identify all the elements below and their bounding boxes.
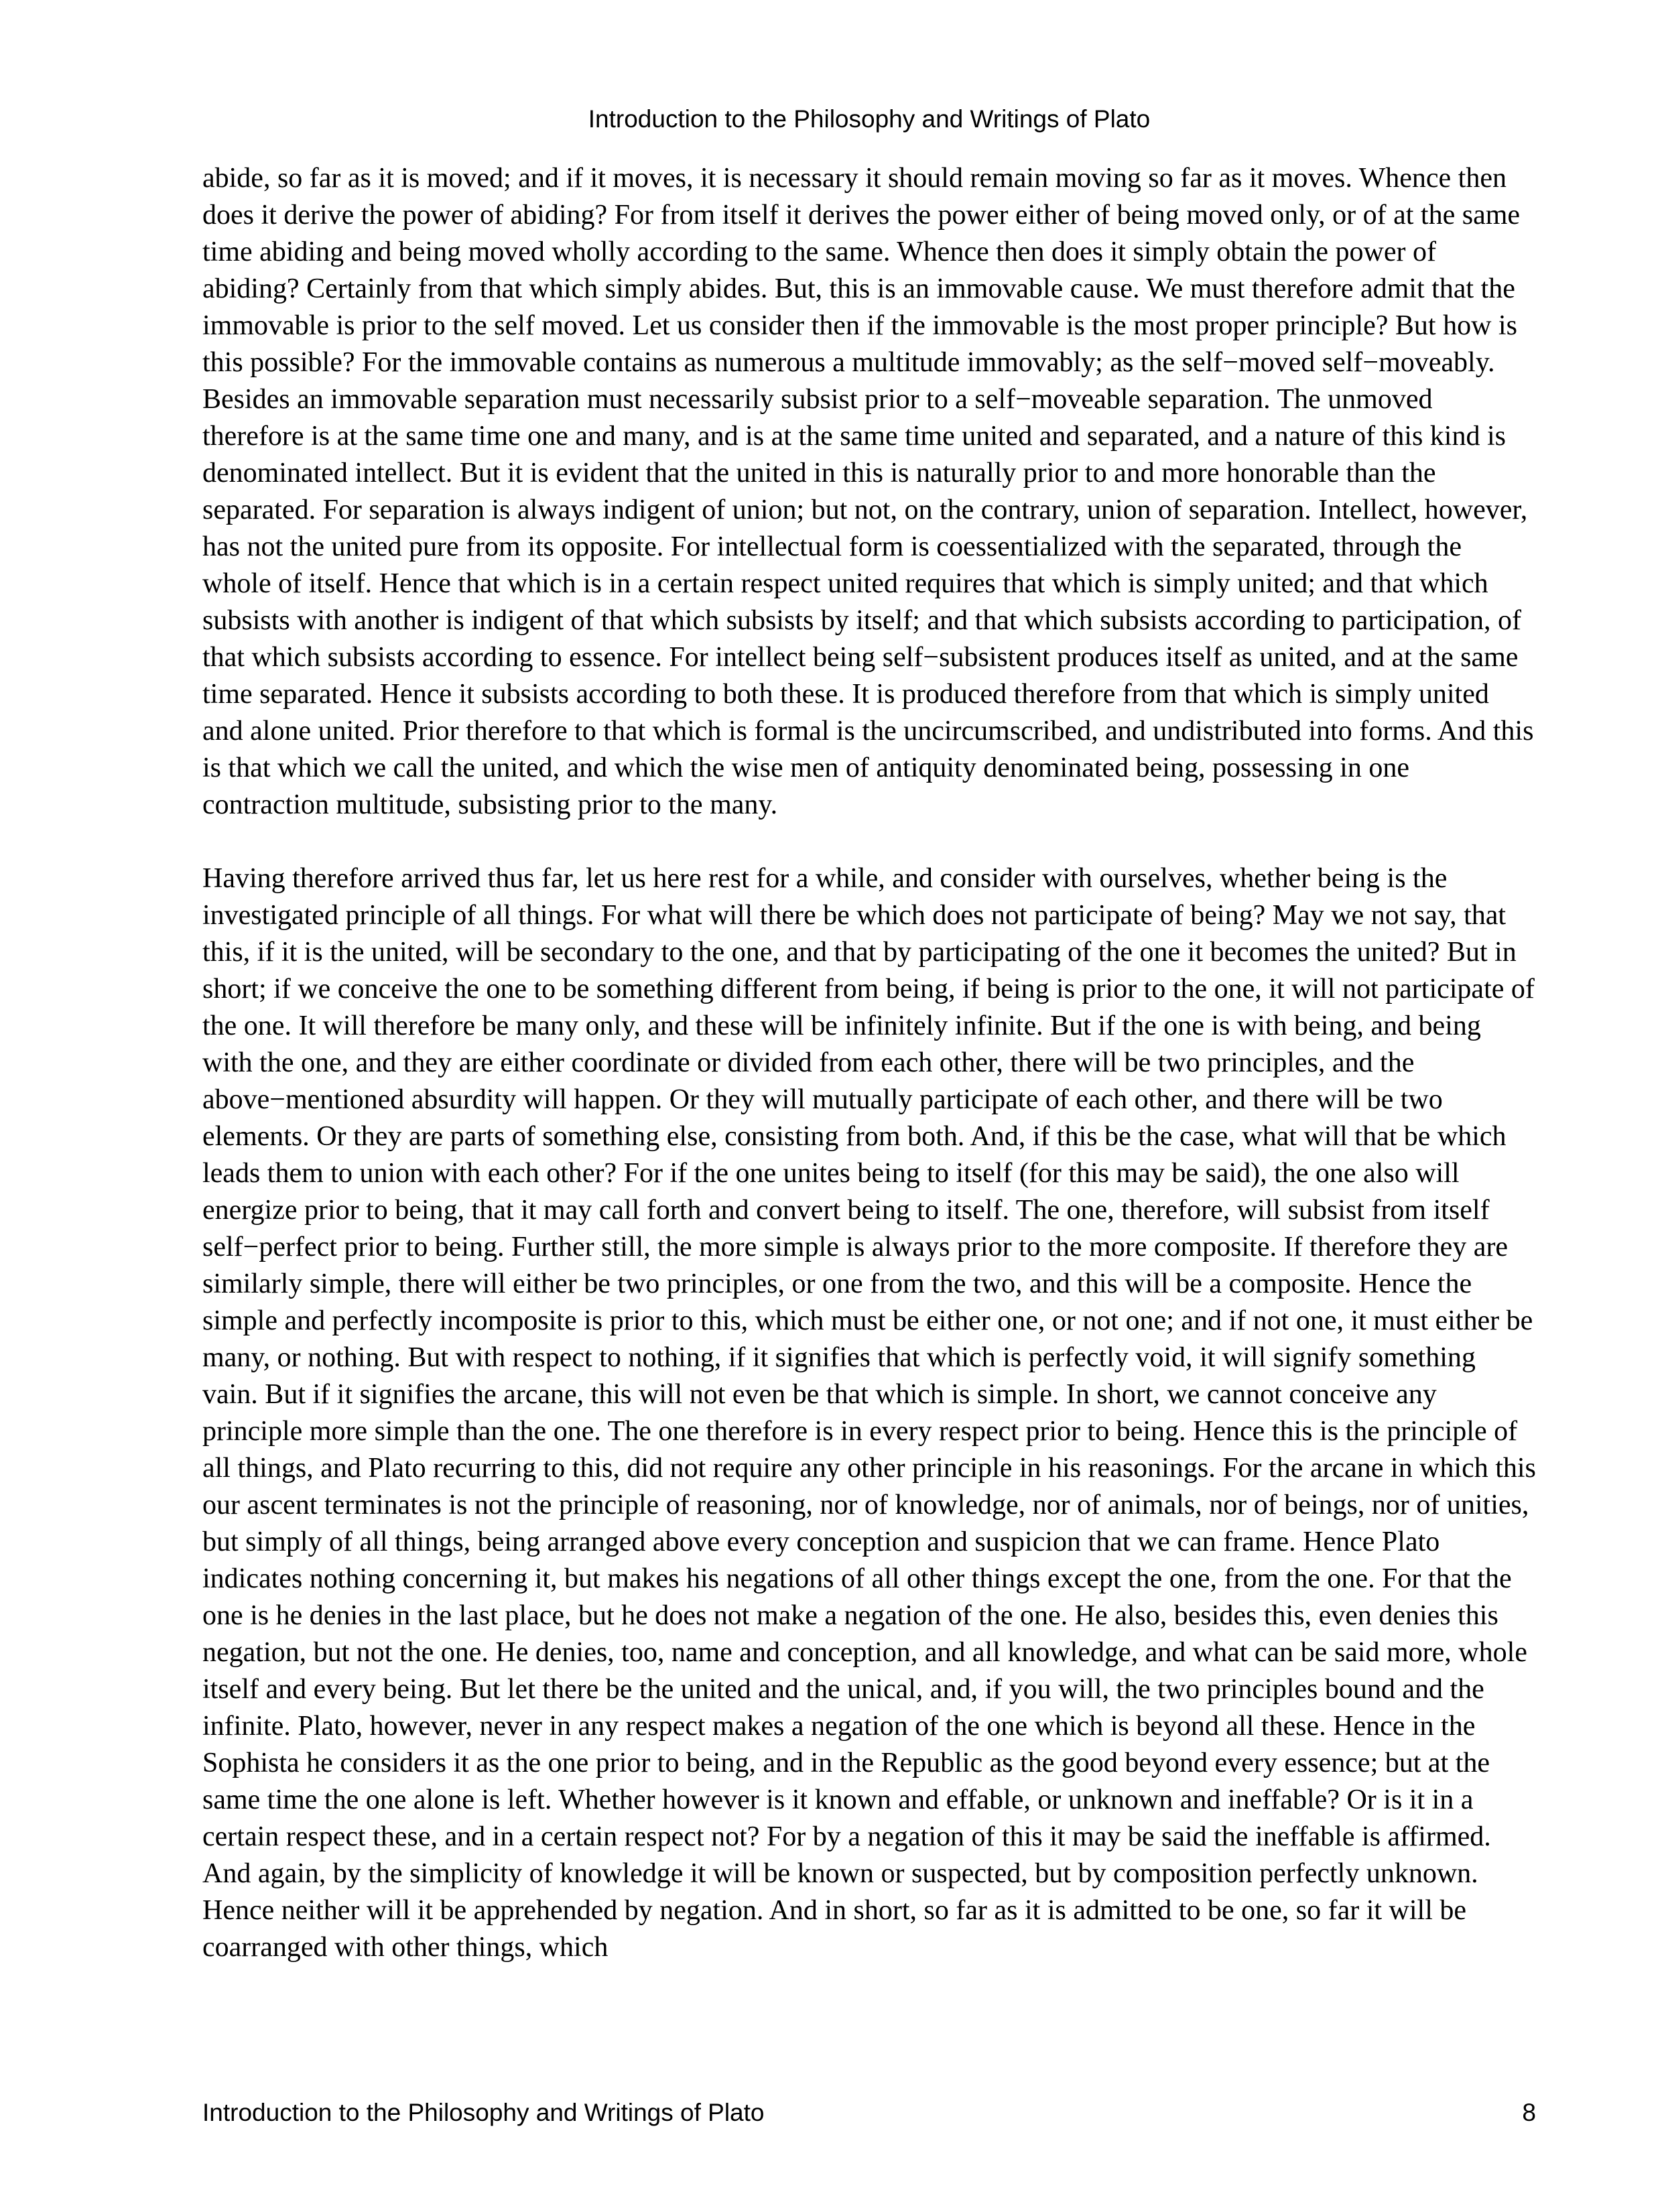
document-footer	[202, 2097, 1536, 2128]
page-number: 8	[1522, 2099, 1536, 2126]
body-paragraph: abide, so far as it is moved; and if it moves, it is necessary it should remain moving so far as it moves. Whence then does it derive the power of abiding? For from itself it derives the power either of being moved only, or of at the same time abiding and being moved wholly according to the same. Whence then does it simply obtain the power of abiding? Certainly from that which simply abides. But, this is an immovable cause. We must therefore admit that the immovable is prior to the self moved. Let us consider then if the immovable is the most proper principle? But how is this possible? For the immovable contains as numerous a multitude immovably; as the self−moved self−moveably. Besides an immovable separation must necessarily subsist prior to a self−moveable separation. The unmoved therefore is at the same time one and many, and is at the same time united and separated, and a nature of this kind is denominated intellect. But it is evident that the united in this is naturally prior to and more honorable than the separated. For separation is always indigent of union; but not, on the contrary, union of separation. Intellect, however, has not the united pure from its opposite. For intellectual form is coessentialized with the separated, through the whole of itself. Hence that which is in a certain respect united requires that which is simply united; and that which subsists with another is indigent of that which subsists by itself; and that which subsists according to participation, of that which subsists according to essence. For intellect being self−subsistent produces itself as united, and at the same time separated. Hence it subsists according to both these. It is produced therefore from that which is simply united and alone united. Prior therefore to that which is formal is the uncircumscribed, and undistributed into forms. And this is that which we call the united, and which the wise men of antiquity denominated being, possessing in one contraction multitude, subsisting prior to the many.	[202, 163, 1534, 820]
footer-title: Introduction to the Philosophy and Writings of Plato	[202, 2099, 765, 2126]
body-paragraph: Having therefore arrived thus far, let us here rest for a while, and consider with ourselves, whether being is the investigated principle of all things. For what will there be which does not participate of being? May we not say, that this, if it is the united, will be secondary to the one, and that by participating of the one it becomes the united? But in short; if we conceive the one to be something different from being, if being is prior to the one, it will not participate of the one. It will therefore be many only, and these will be infinitely infinite. But if the one is with being, and being with the one, and they are either coordinate or divided from each other, there will be two principles, and the above−mentioned absurdity will happen. Or they will mutually participate of each other, and there will be two elements. Or they are parts of something else, consisting from both. And, if this be the case, what will that be which leads them to union with each other? For if the one unites being to itself (for this may be said), the one also will energize prior to being, that it may call forth and convert being to itself. The one, therefore, will subsist from itself self−perfect prior to being. Further still, the more simple is always prior to the more composite. If therefore they are similarly simple, there will either be two principles, or one from the two, and this will be a composite. Hence the simple and perfectly incomposite is prior to this, which must be either one, or not one; and if not one, it must either be many, or nothing. But with respect to nothing, if it signifies that which is perfectly void, it will signify something vain. But if it signifies the arcane, this will not even be that which is simple. In short, we cannot conceive any principle more simple than the one. The one therefore is in every respect prior to being. Hence this is the principle of all things, and Plato recurring to this, did not require any other principle in his reasonings. For the arcane in which this our ascent terminates is not the principle of reasoning, nor of knowledge, nor of animals, nor of beings, nor of unities, but simply of all things, being arranged above every conception and suspicion that we can frame. Hence Plato indicates nothing concerning it, but makes his negations of all other things except the one, from the one. For that the one is he denies in the last place, but he does not make a negation of the one. He also, besides this, even denies this negation, but not the one. He denies, too, name and conception, and all knowledge, and what can be said more, whole itself and every being. But let there be the united and the unical, and, if you will, the two principles bound and the infinite. Plato, however, never in any respect makes a negation of the one which is beyond all these. Hence in the Sophista he considers it as the one prior to being, and in the Republic as the good beyond every essence; but at the same time the one alone is left. Whether however is it known and effable, or unknown and ineffable? Or is it in a certain respect these, and in a certain respect not? For by a negation of this it may be said the ineffable is affirmed. And again, by the simplicity of knowledge it will be known or suspected, but by composition perfectly unknown. Hence neither will it be apprehended by negation. And in short, so far as it is admitted to be one, so far it will be coarranged with other things, which	[202, 863, 1536, 1963]
document-body	[202, 160, 1536, 1966]
page-title: Introduction to the Philosophy and Writings of Plato	[588, 105, 1151, 133]
document-header	[202, 104, 1536, 135]
